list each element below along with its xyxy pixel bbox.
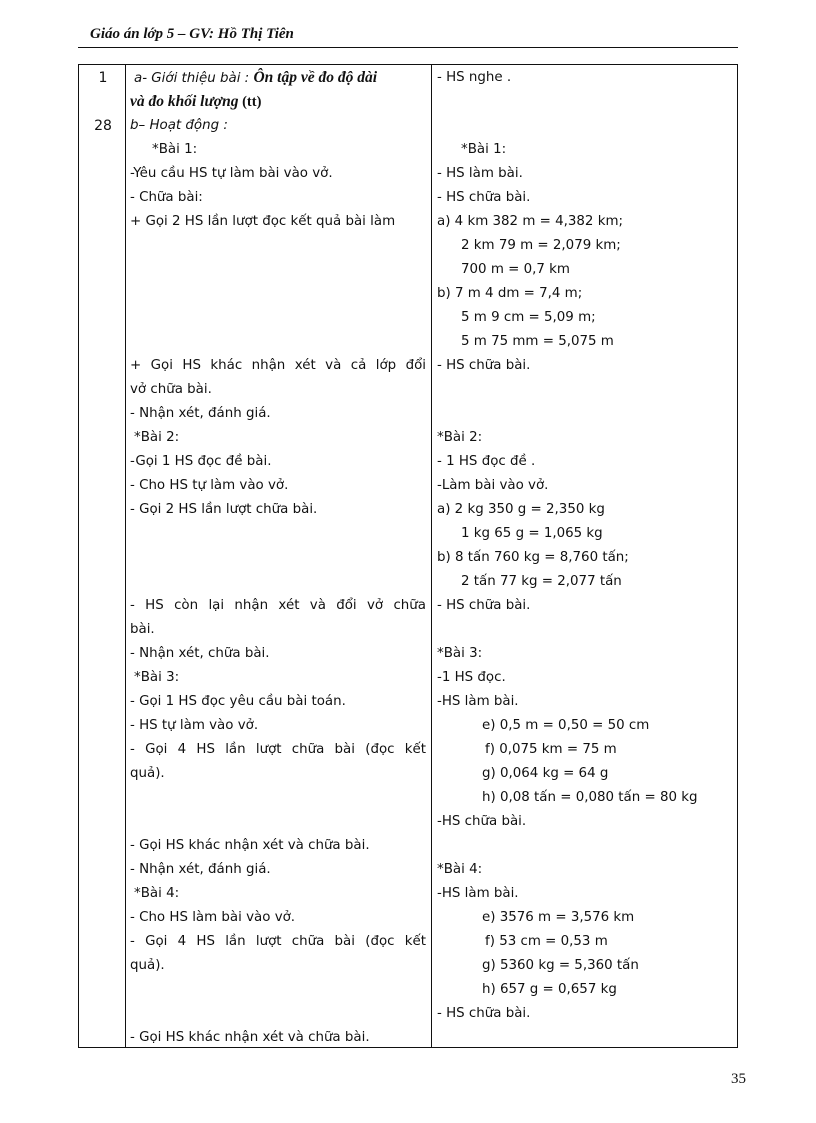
teacher-line: + Gọi 2 HS lần lượt đọc kết quả bài làm: [130, 214, 396, 229]
lesson-suffix: (tt): [238, 94, 262, 110]
teacher-line: *Bài 4:: [134, 886, 180, 901]
student-line: e) 3576 m = 3,576 km: [482, 910, 635, 925]
teacher-line: - Nhận xét, chữa bài.: [130, 646, 270, 661]
student-line: -HS chữa bài.: [437, 814, 527, 829]
lesson-title: Ôn tập về đo độ dài: [253, 69, 378, 86]
student-line: 1 kg 65 g = 1,065 kg: [461, 526, 603, 541]
student-line: a) 2 kg 350 g = 2,350 kg: [437, 502, 605, 517]
lesson-title-cont: và đo khối lượng: [130, 93, 239, 110]
student-line: *Bài 3:: [437, 646, 483, 661]
teacher-line: vở chữa bài.: [130, 382, 212, 397]
teacher-line: -Yêu cầu HS tự làm bài vào vở.: [130, 166, 333, 181]
student-line: 5 m 75 mm = 5,075 m: [461, 334, 614, 349]
column-divider-2: [431, 64, 432, 1048]
student-line: g) 0,064 kg = 64 g: [482, 766, 609, 781]
teacher-line: quả).: [130, 766, 165, 781]
student-line: - HS chữa bài.: [437, 190, 531, 205]
student-line: -HS làm bài.: [437, 694, 519, 709]
student-line: a) 4 km 382 m = 4,382 km;: [437, 214, 624, 229]
teacher-line: -Gọi 1 HS đọc đề bài.: [130, 454, 272, 469]
student-line: - HS nghe .: [437, 70, 512, 85]
header-rule: [78, 47, 738, 48]
intro-line: [130, 90, 426, 114]
teacher-line: - Gọi 4 HS lần lượt chữa bài (đọc kết: [130, 742, 426, 757]
student-line: b) 7 m 4 dm = 7,4 m;: [437, 286, 583, 301]
teacher-line: + Gọi HS khác nhận xét và cả lớp đổi: [130, 358, 426, 373]
student-line: h) 657 g = 0,657 kg: [482, 982, 617, 997]
student-line: h) 0,08 tấn = 0,080 tấn = 80 kg: [482, 790, 698, 805]
time-column: [80, 66, 126, 138]
document-header: Giáo án lớp 5 – GV: Hồ Thị Tiên: [90, 26, 294, 42]
teacher-line: bài.: [130, 622, 155, 637]
teacher-line: *Bài 1:: [152, 142, 198, 157]
teacher-line: - Chữa bài:: [130, 190, 203, 205]
teacher-line: - Gọi HS khác nhận xét và chữa bài.: [130, 1030, 370, 1045]
activities-heading: b– Hoạt động :: [130, 118, 228, 133]
student-line: -HS làm bài.: [437, 886, 519, 901]
student-line: *Bài 1:: [461, 142, 507, 157]
intro-label: a- Giới thiệu bài :: [134, 71, 254, 86]
student-activities-column: [437, 66, 735, 1026]
teacher-line: - Nhận xét, đánh giá.: [130, 406, 271, 421]
student-line: - HS chữa bài.: [437, 598, 531, 613]
student-line: g) 5360 kg = 5,360 tấn: [482, 958, 639, 973]
teacher-line: *Bài 2:: [134, 430, 180, 445]
student-line: b) 8 tấn 760 kg = 8,760 tấn;: [437, 550, 629, 565]
teacher-line: - Gọi 4 HS lần lượt chữa bài (đọc kết: [130, 934, 426, 949]
column-divider-1: [125, 64, 126, 1048]
student-line: e) 0,5 m = 0,50 = 50 cm: [482, 718, 650, 733]
student-line: f) 0,075 km = 75 m: [485, 742, 617, 757]
student-line: *Bài 4:: [437, 862, 483, 877]
student-line: - HS chữa bài.: [437, 358, 531, 373]
student-line: -Làm bài vào vở.: [437, 478, 549, 493]
teacher-line: - Nhận xét, đánh giá.: [130, 862, 271, 877]
teacher-line: - Gọi 2 HS lần lượt chữa bài.: [130, 502, 318, 517]
teacher-line: - HS tự làm vào vở.: [130, 718, 259, 733]
teacher-line: - HS còn lại nhận xét và đổi vở chữa: [130, 598, 426, 613]
time-value: 1: [98, 70, 108, 86]
student-line: f) 53 cm = 0,53 m: [485, 934, 608, 949]
teacher-line: quả).: [130, 958, 165, 973]
student-line: - 1 HS đọc đề .: [437, 454, 536, 469]
student-line: 5 m 9 cm = 5,09 m;: [461, 310, 596, 325]
student-line: 2 km 79 m = 2,079 km;: [461, 238, 621, 253]
student-line: -1 HS đọc.: [437, 670, 506, 685]
student-line: 2 tấn 77 kg = 2,077 tấn: [461, 574, 622, 589]
teacher-line: - Cho HS tự làm vào vở.: [130, 478, 289, 493]
student-line: *Bài 2:: [437, 430, 483, 445]
page-number: 35: [731, 1071, 746, 1087]
intro-line: [130, 66, 426, 90]
student-line: - HS làm bài.: [437, 166, 523, 181]
time-value: 28: [94, 118, 112, 134]
student-line: - HS chữa bài.: [437, 1006, 531, 1021]
student-line: 700 m = 0,7 km: [461, 262, 570, 277]
teacher-line: *Bài 3:: [134, 670, 180, 685]
teacher-line: - Cho HS làm bài vào vở.: [130, 910, 296, 925]
teacher-line: - Gọi 1 HS đọc yêu cầu bài toán.: [130, 694, 346, 709]
teacher-line: - Gọi HS khác nhận xét và chữa bài.: [130, 838, 370, 853]
teacher-activities-column: [130, 66, 426, 1050]
